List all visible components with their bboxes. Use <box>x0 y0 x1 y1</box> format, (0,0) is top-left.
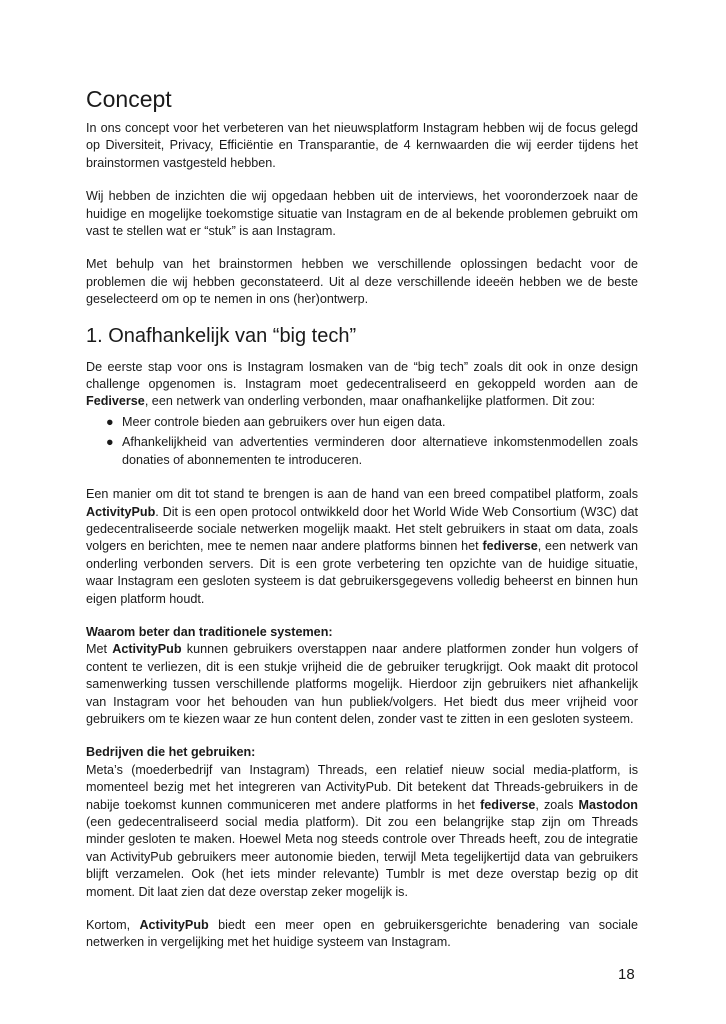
paragraph-insights: Wij hebben de inzichten die wij opgedaan hebben uit de interviews, het vooronderzoek naar de huidige en mogelijke toekomstige situatie van Instagram en de al bekende problemen gebruikt om vast te stellen wat er “stuk” is aan Instagram. <box>86 189 638 239</box>
bullet-icon: ● <box>106 414 114 429</box>
bullet-list <box>86 414 638 469</box>
term-activitypub: ActivityPub <box>112 642 182 657</box>
term-fediverse: Fediverse <box>86 394 145 409</box>
subheading-why-better: Waarom beter dan traditionele systemen: <box>86 624 333 639</box>
list-item: ● Meer controle bieden aan gebruikers over hun eigen data. <box>86 414 638 431</box>
paragraph-why-better: Met ActivityPub kunnen gebruikers overstappen naar andere platformen zonder hun volgers of content te verliezen, dit is een stukje vrijheid die de gebruiker terugkrijgt. Ook maakt dit protocol samenwerking tussen verschillende platforms mogelijk. Hierdoor zijn gebruikers niet afhankelijk van Instagram voor het behouden van hun publiek/volgers. Het biedt dus meer vrijheid voor gebruikers om te kiezen waar ze hun content delen, zonder vast te zitten in een gesloten systeem. <box>86 642 638 726</box>
paragraph-activitypub: Een manier om dit tot stand te brengen is aan de hand van een breed compatibel platform, zoals ActivityPub. Dit is een open protocol ontwikkeld door het World Wide Web Consortium (W3C) dat gedecentraliseerde sociale netwerken mogelijk maakt. Het stelt gebruikers in staat om data, zoals volgers en berichten, mee te nemen naar andere platforms binnen het fediverse, een netwerk van onderling verbonden servers. Dit is een grote verbetering ten opzichte van de huidige situatie, waar Instagram een gesloten systeem is dat gebruikersgegevens volledig beheerst en binnen hun eigen platform houdt. <box>86 487 638 606</box>
paragraph-conclusion: Kortom, ActivityPub biedt een meer open en gebruikersgerichte benadering van sociale netwerken in vergelijking met het huidige systeem van Instagram. <box>86 918 638 950</box>
document-page <box>86 84 638 952</box>
term-fediverse: fediverse <box>480 797 536 812</box>
list-item: ● Afhankelijkheid van advertenties verminderen door alternatieve inkomstenmodellen zoals donaties of abonnementen te introduceren. <box>106 435 638 467</box>
subheading-companies: Bedrijven die het gebruiken: <box>86 745 256 760</box>
paragraph-companies: Meta’s (moederbedrijf van Instagram) Threads, een relatief nieuw social media-platform, is momenteel bezig met het integreren van ActivityPub. Dit betekent dat Threads-gebruikers in de nabije toekomst kunnen communiceren met andere platforms in het fediverse, zoals Mastodon (een gedecentraliseerd social media platform). Dit zou een belangrijke stap zijn om Threads minder gesloten te maken. Hoewel Meta nog steeds controle over Threads heeft, zou de integratie van ActivityPub gebruikers meer autonomie bieden, terwijl Meta tegelijkertijd data van gebruikers blijft verzamelen. Ook (het iets minder relevante) Tumblr is met deze overstap bezig op dit moment. Dit laat zien dat deze overstap zeker mogelijk is. <box>86 762 638 899</box>
bullet-icon: ● <box>106 435 114 450</box>
paragraph-intro: In ons concept voor het verbeteren van het nieuwsplatform Instagram hebben wij de focus gelegd op Diversiteit, Privacy, Efficiëntie en Transparantie, de 4 kernwaarden die wij eerder tijdens het brainstormen vastgesteld hebben. <box>86 121 638 170</box>
heading-section-1: 1. Onafhankelijk van “big tech” <box>86 324 357 347</box>
term-activitypub: ActivityPub <box>139 918 209 933</box>
paragraph-first-step: De eerste stap voor ons is Instagram losmaken van de “big tech” zoals dit ook in onze design challenge opgenomen is. Instagram moet gedecentraliseerd en gekoppeld worden aan de Fediverse, een netwerk van onderling verbonden, maar onafhankelijke platformen. Dit zou: <box>86 359 638 409</box>
paragraph-brainstorm: Met behulp van het brainstormen hebben we verschillende oplossingen bedacht voor de problemen die wij hebben geconstateerd. Uit al deze verschillende ideeën hebben we de beste geselecteerd om op te nemen in ons (her)ontwerp. <box>86 257 638 307</box>
term-mastodon: Mastodon <box>578 797 638 812</box>
page-number: 18 <box>618 966 635 983</box>
heading-concept: Concept <box>86 86 172 112</box>
term-activitypub: ActivityPub <box>86 504 156 519</box>
term-fediverse: fediverse <box>482 539 538 554</box>
